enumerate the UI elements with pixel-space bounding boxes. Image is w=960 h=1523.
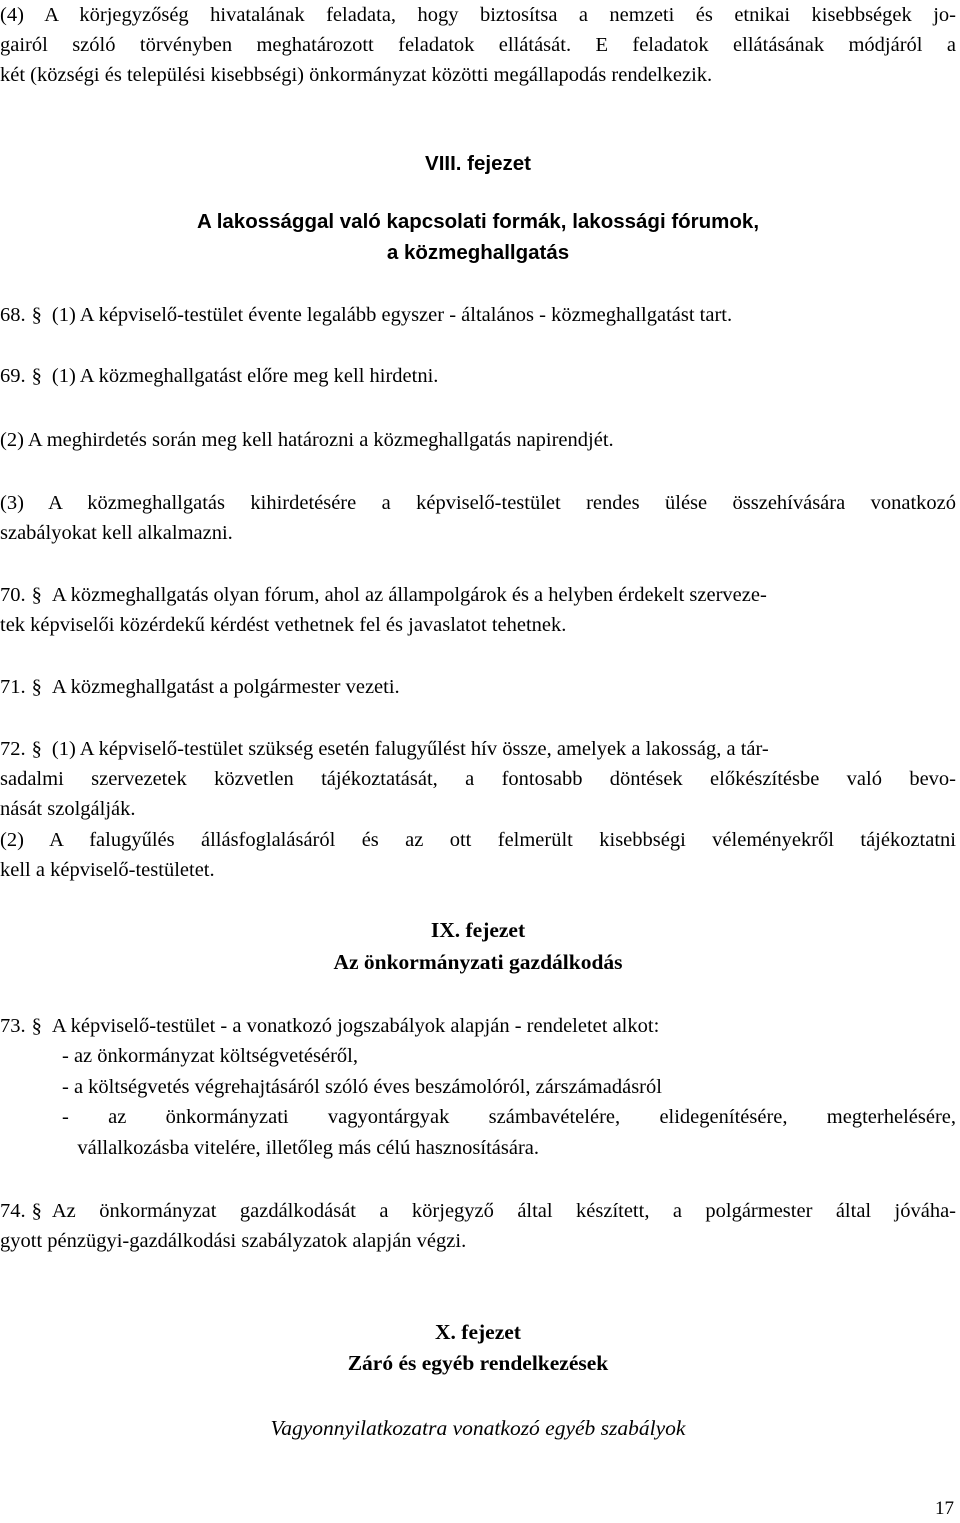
section-number: 70. xyxy=(0,584,26,606)
section-72-line-2: sadalmi szervezetek közvetlen tájékoztatását, a fontosabb döntések előkészítésbe való bevo- xyxy=(0,768,956,790)
chapter-9-heading: IX. fejezet xyxy=(430,918,526,942)
section-number: 69. xyxy=(0,365,26,387)
section-number: 72. xyxy=(0,738,26,760)
section-sign: § xyxy=(31,365,42,387)
chapter-8-heading: VIII. fejezet xyxy=(425,152,531,175)
section-number: 73. xyxy=(0,1015,26,1037)
section-73-list-item: - az önkormányzati vagyontárgyak számbavételére, elidegenítésére, megterhelésére, xyxy=(62,1106,956,1128)
section-number: 74. xyxy=(0,1200,26,1222)
section-70-line-1 xyxy=(0,580,956,610)
section-text: A képviselő-testület - a vonatkozó jogszabályok alapján - rendeletet alkot: xyxy=(51,1015,660,1037)
section-72-line-5: kell a képviselő-testületet. xyxy=(0,859,215,881)
section-sign: § xyxy=(31,584,42,606)
paragraph-4-line-3: két (községi és települési kisebbségi) önkormányzat közötti megállapodás rendelkezik. xyxy=(0,64,713,86)
chapter-10-heading: X. fejezet xyxy=(435,1320,521,1344)
paragraph-4-line-2: gairól szóló törvényben meghatározott feladatok ellátását. E feladatok ellátásának módjáról a xyxy=(0,34,956,56)
paragraph-4-line-1: (4) A körjegyzőség hivatalának feladata, hogy biztosítsa a nemzeti és etnikai kisebbségek jo- xyxy=(0,4,956,26)
section-number: 68. xyxy=(0,304,26,326)
chapter-8-title-line-2: a közmeghallgatás xyxy=(386,241,570,264)
section-68 xyxy=(0,300,956,330)
section-sign: § xyxy=(31,676,42,698)
chapter-9-title: Az önkormányzati gazdálkodás xyxy=(333,950,623,974)
section-73 xyxy=(0,1011,956,1041)
section-text: (1) A közmeghallgatást előre meg kell hirdetni. xyxy=(51,365,439,387)
section-69-p2: (2) A meghirdetés során meg kell határozni a közmeghallgatás napirendjét. xyxy=(0,429,614,451)
page-number: 17 xyxy=(935,1498,954,1519)
section-sign: § xyxy=(31,738,42,760)
section-74-line-2: gyott pénzügyi-gazdálkodási szabályzatok alapján végzi. xyxy=(0,1230,467,1252)
section-number: 71. xyxy=(0,676,26,698)
section-text: (1) A képviselő-testület évente legalább egyszer - általános - közmeghallgatást tart. xyxy=(51,304,733,326)
section-73-list-item-continuation: vállalkozásba vitelére, illetőleg más célú hasznosítására. xyxy=(62,1137,540,1159)
section-73-list-item: - a költségvetés végrehajtásáról szóló éves beszámolóról, zárszámadásról xyxy=(62,1076,662,1098)
section-sign: § xyxy=(31,304,42,326)
section-72-line-4: (2) A falugyűlés állásfoglalásáról és az ott felmerült kisebbségi véleményekről tájékoztatni xyxy=(0,829,956,851)
chapter-8-title-line-1: A lakossággal való kapcsolati formák, lakossági fórumok, xyxy=(196,210,760,233)
section-74-line-1 xyxy=(0,1196,956,1226)
section-text: Az önkormányzat gazdálkodását a körjegyző által készített, a polgármester által jóváha- xyxy=(51,1200,956,1222)
section-71 xyxy=(0,672,956,702)
section-69-p3-line-2: szabályokat kell alkalmazni. xyxy=(0,522,233,544)
section-73-list-item: - az önkormányzat költségvetéséről, xyxy=(62,1045,358,1067)
section-text: A közmeghallgatás olyan fórum, ahol az állampolgárok és a helyben érdekelt szerveze- xyxy=(51,584,767,606)
chapter-10-title: Záró és egyéb rendelkezések xyxy=(347,1351,609,1375)
section-text: (1) A képviselő-testület szükség esetén falugyűlést hív össze, amelyek a lakosság, a tár- xyxy=(51,738,769,760)
section-69-p3-line-1: (3) A közmeghallgatás kihirdetésére a képviselő-testület rendes ülése összehívására vonatkozó xyxy=(0,492,956,514)
section-72-line-1 xyxy=(0,734,956,764)
section-69-p1 xyxy=(0,361,956,391)
section-text: A közmeghallgatást a polgármester vezeti. xyxy=(51,676,400,698)
section-sign: § xyxy=(31,1200,42,1222)
section-sign: § xyxy=(31,1015,42,1037)
chapter-10-subtitle: Vagyonnyilatkozatra vonatkozó egyéb szabályok xyxy=(270,1416,686,1440)
section-72-line-3: nását szolgálják. xyxy=(0,798,136,820)
section-70-line-2: tek képviselői közérdekű kérdést vethetnek fel és javaslatot tehetnek. xyxy=(0,614,567,636)
